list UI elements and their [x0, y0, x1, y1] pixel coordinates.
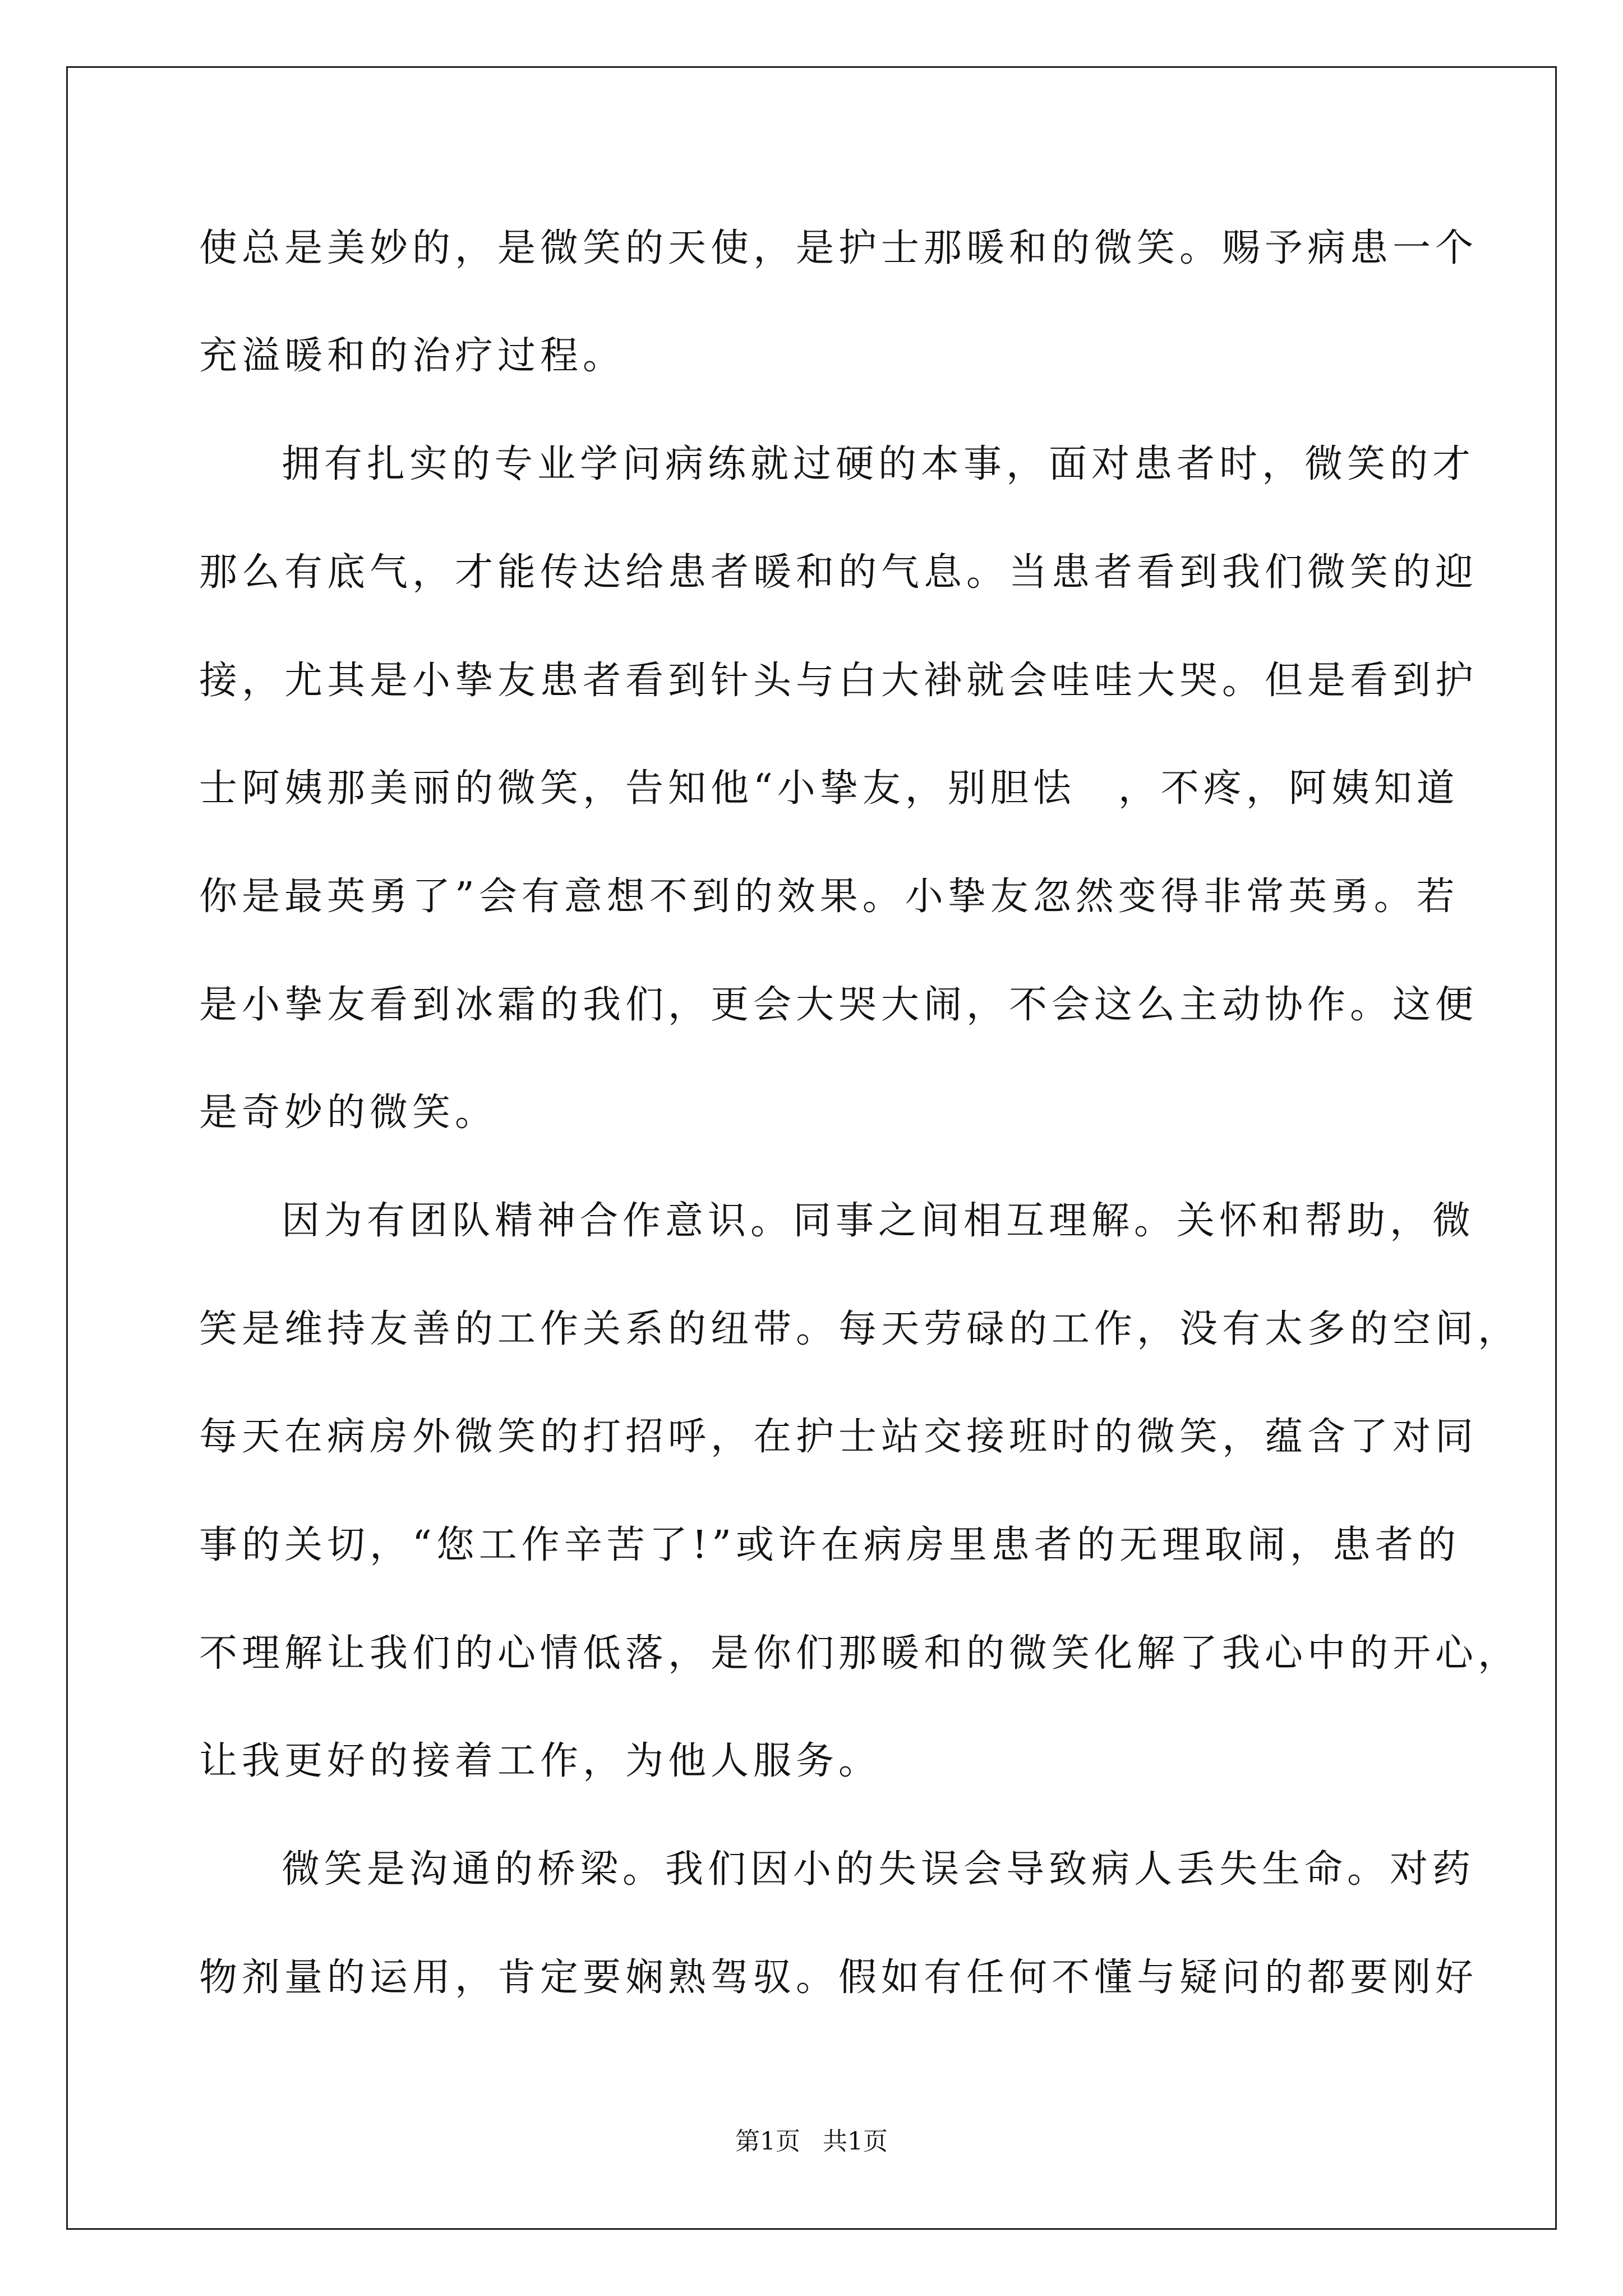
text-line: 是小挚友看到冰霜的我们，更会大哭大闹，不会这么主动协作。这便 [199, 983, 1478, 1027]
text-line: 因为有团队精神合作意识。同事之间相互理解。关怀和帮助，微 [282, 1199, 1476, 1243]
text-line: 物剂量的运用，肯定要娴熟驾驭。假如有任何不懂与疑问的都要刚好 [199, 1955, 1478, 2000]
page-total: 共1页 [823, 2127, 888, 2156]
text-line: 微笑是沟通的桥梁。我们因小的失误会导致病人丢失生命。对药 [282, 1847, 1476, 1892]
page-number: 第1页 [735, 2127, 800, 2156]
page-footer [0, 2126, 1623, 2157]
text-line: 笑是维持友善的工作关系的纽带。每天劳碌的工作，没有太多的空间， [199, 1307, 1521, 1351]
text-line: 拥有扎实的专业学问病练就过硬的本事，面对患者时，微笑的才 [282, 442, 1476, 486]
text-line: 充溢暖和的治疗过程。 [199, 334, 626, 378]
text-line: 事的关切，“您工作辛苦了!”或许在病房里患者的无理取闹，患者的 [199, 1523, 1460, 1567]
text-line: 每天在病房外微笑的打招呼，在护士站交接班时的微笑，蕴含了对同 [199, 1415, 1478, 1459]
page-border [66, 66, 1557, 2230]
text-line: 不理解让我们的心情低落，是你们那暖和的微笑化解了我心中的开心， [199, 1631, 1521, 1676]
text-line: 你是最英勇了”会有意想不到的效果。小挚友忽然变得非常英勇。若 [199, 875, 1459, 919]
text-line: 是奇妙的微笑。 [199, 1091, 498, 1135]
text-line: 使总是美妙的，是微笑的天使，是护士那暖和的微笑。赐予病患一个 [199, 226, 1478, 270]
text-line: 让我更好的接着工作，为他人服务。 [199, 1739, 882, 1783]
text-line: 士阿姨那美丽的微笑，告知他“小挚友，别胆怯 ，不疼，阿姨知道 [199, 766, 1459, 811]
text-line: 那么有底气，才能传达给患者暖和的气息。当患者看到我们微笑的迎 [199, 550, 1478, 595]
text-line: 接，尤其是小挚友患者看到针头与白大褂就会哇哇大哭。但是看到护 [199, 659, 1478, 703]
